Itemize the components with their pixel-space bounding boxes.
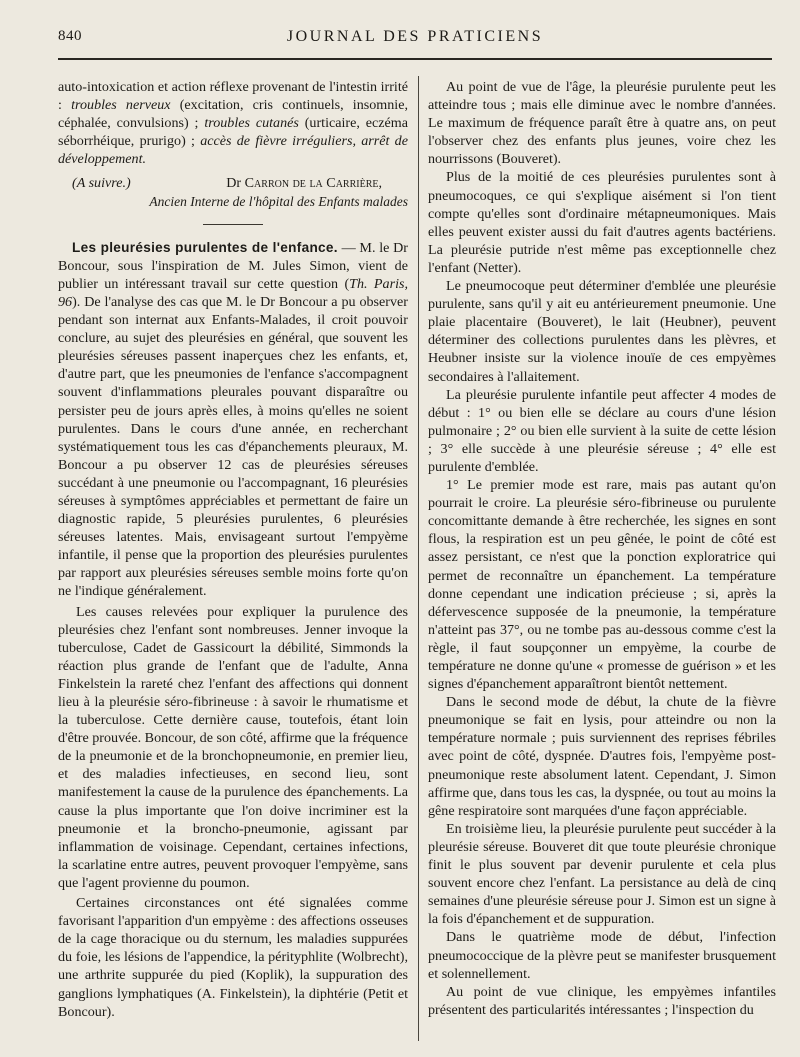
paragraph: Les causes relevées pour expliquer la purulence des pleurésies chez l'enfant sont nombreuses. Jenner invoque la tuberculose, Cadet de Gassicourt la débilité, Simmonds la réaction plus grande de l'enfant que de l'adulte, Anna Finkelstein la rareté chez l'enfant des affections qui donnent lieu à la pleurésie séro-fibrineuse : à savoir le rhumatisme et la tuberculose. Cette dernière cause, toutefois, étant loin d'être prouvée. Boncour, de son côté, affirme que la fréquence de la pneumonie et de la bronchopneumonie, en premier lieu, et des maladies infectieuses, en second lieu, sont manifestement la cause de la purulence des épanchements. La cause la plus importante que l'on doive incriminer est la pneumonie et la broncho-pneumonie, agissant par inflammation de voisinage. Cependant, certaines infections, la scarlatine entre autres, peuvent provoquer l'empyème, sans que l'agent provienne du poumon. [58,603,408,891]
section-separator [203,224,263,225]
journal-title: JOURNAL DES PRATICIENS [286,28,544,45]
paragraph: Au point de vue clinique, les empyèmes infantiles présentent des particularités intéressantes ; l'inspection du [428,983,776,1018]
continued-paragraph: auto-intoxication et action réflexe provenant de l'intestin irrité : troubles nerveux (excitation, cris continuels, insomnie, céphalée, convulsions) ; troubles cutanés (urticaire, eczéma séborrhéique, prurigo) ; accès de fièvre irréguliers, arrêt de développement. [58,79,408,168]
paragraph: Au point de vue de l'âge, la pleurésie purulente peut les atteindre tous ; mais elle diminue avec le nombre d'années. Le maximum de fréquence paraît être à quatre ans, on peut l'observer chez des enfants plus jeunes, voire chez les nourrissons (Bouveret). [428,79,776,168]
author-title: Ancien Interne de l'hôpital des Enfants malades [149,193,408,209]
to-follow-note: (A suivre.) [72,175,131,192]
left-column [58,78,408,1021]
paragraph: Certaines circonstances ont été signalées comme favorisant l'apparition d'un empyème : des affections osseuses de la cage thoracique ou du sternum, les maladies suppurées du foie, les lésions de l'appendice, la pérityphlite (Wolbrecht), une arthrite suppurée du pied (Koplik), la suppuration des ganglions lymphatiques (A. Finkelstein), la diphtérie (Petit et Boncour). [58,895,408,1020]
article-title: Les pleurésies purulentes de l'enfance. [72,239,338,255]
paragraph: Le pneumocoque peut déterminer d'emblée une pleurésie purulente, sans qu'il y ait eu antérieurement pneumonie. Une plaie placentaire (Bouveret), le lait (Heubner), peuvent déterminer des collections purulentes dans les plèvres, et Heubner insiste sur la violence inouïe de ces empyèmes secondaires à l'allaitement. [428,278,776,385]
page-number: 840 [58,28,82,44]
right-column [428,78,776,1019]
paragraph: Plus de la moitié de ces pleurésies purulentes sont à pneumocoques, ce qui s'explique aisément si l'on tient compte qu'elles sont d'ordinaire métapneumoniques. Mais elles peuvent exister aussi du fait d'autres agents bactériens. La pleurésie putride n'est même pas exceptionnelle chez l'enfant (Netter). [428,169,776,276]
paragraph: Dans le second mode de début, la chute de la fièvre pneumonique se fait en lysis, pour atteindre ou non la température normale ; puis surviennent des reprises fébriles avec point de côté, dyspnée. D'autres fois, l'empyème post-pneumonique reste absolument latent. Cependant, J. Simon affirme que, dans tous les cas, la dyspnée, ou tout au moins la gêne respiratoire sont marquées d'une façon appréciable. [428,694,776,819]
header-rule [58,58,772,60]
paragraph: 1° Le premier mode est rare, mais pas autant qu'on pourrait le croire. La pleurésie séro-fibrineuse ou purulente concomittante demande à être recherchée, les signes en sont flous, la respiration est un peu gênée, le point de côté est assez persistant, ce n'est que la ponction exploratrice qui permet de reconnaître un épanchement. La température donne cependant une indication précieuse ; si, après la défervescence supposée de la pneumonie, la température n'atteint pas 37°, ou ne tombe pas au-dessous comme c'est la règle, il faut soupçonner un empyème, la courbe de température ne donne qu'une « promesse de guérison » et les signes d'épanchement apparaîtront bientôt nettement. [428,477,776,693]
paragraph: En troisième lieu, la pleurésie purulente peut succéder à la pleurésie séreuse. Bouveret dit que toute pleurésie chronique finit le plus souvent par devenir purulente et cela plus souvent encore chez l'enfant. La persistance au delà de cinq semaines d'une pleurésie séreuse pour J. Simon est un signe à la fois d'épanchement et de suppuration. [428,820,776,928]
author-signature: Dr Carron de la Carrière, [226,175,382,192]
column-divider [418,76,419,1041]
paragraph: Dans le quatrième mode de début, l'infection pneumococcique de la plèvre peut se manifester brusquement et solennellement. [428,929,776,982]
signature-row [58,174,408,192]
paragraph: La pleurésie purulente infantile peut affecter 4 modes de début : 1° ou bien elle se déclare au cours d'une lésion pulmonaire ; 2° ou bien elle survient à la suite de cette lésion ; 3° elle succède à une pleurésie séreuse ; 4° elle est purulente d'emblée. [428,386,776,475]
page-header [58,28,772,52]
article-intro: Les pleurésies purulentes de l'enfance. — M. le Dr Boncour, sous l'inspiration de M. Jules Simon, vient de publier un intéressant travail sur cette question (Th. Paris, 96). De l'analyse des cas que M. le Dr Boncour a pu observer pendant son internat aux Enfants-Malades, il croit pouvoir conclure, au sujet des pleurésies en général, que souvent les pleurésies séreuses passent inaperçues chez les enfants, et, d'autre part, que les pneumonies de l'enfance s'accompagnent souvent d'inflammations pleurales pouvant disparaître ou persister peu de jours après elles, à moins qu'elles ne soient purulentes. Dans le cours d'une année, en recherchant systématiquement tous les cas d'épanchements pleuraux, M. Boncour a pu observer 12 cas de pleurésies séreuses succédant à une pneumonie ou l'accompagnant, 16 pleurésies séreuses à symptômes appréciables et permettant de faire un diagnostic rapide, 5 pleurésies purulentes, 6 pleurésies séreuses latentes. Mais, envisageant surtout l'empyème infantile, il pense que la proportion des pleurésies purulentes par rapport aux pleurésies séreuses semble moins forte qu'on ne l'indique généralement. [58,239,408,600]
